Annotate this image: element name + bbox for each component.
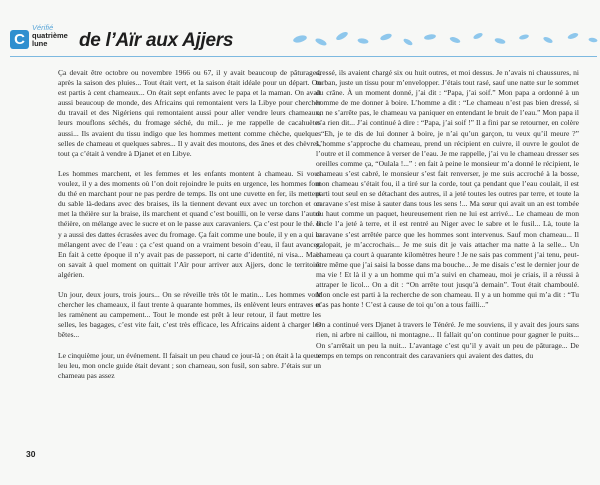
chapter-meta (32, 24, 68, 48)
level-line-1: quatrième (32, 31, 68, 40)
paragraph-3: Un jour, deux jours, trois jours... On se réveille très tôt le matin... Les hommes vont chercher les chameaux, il faut trente à quarante hommes, ils enlèvent leurs entraves et les ramènent au campement... Tout le monde est prêt à leur retour, il faut mettre les selles, les bagages, c’est vite fait, c’est très efficace, les Africains aident à charger les bêtes... (58, 290, 321, 340)
page-number: 30 (26, 449, 36, 459)
leaf-decoration (290, 28, 600, 48)
paragraph-1: Ça devait être octobre ou novembre 1966 ou 67, il y avait beaucoup de pâturages, après la saison des pluies... Tout était vert, et la saison était idéale pour un départ. On est partis à cent chameaux... On était sept enfants avec le papa et la maman. On avait aussi beaucoup de monde, des Africains qui remontaient vers la Libye pour chercher du travail et des Nigériens qui remontaient aussi pour aller vendre leurs chameaux, leurs mouflons séchés, du fromage séché, du mil... je me rappelle de cacahuètes aussi... Ils avaient du tissu indigo que les hommes mettent comme chèche, quelques selles de chameau et quelques sabres... Il y avait des moutons, des ânes et des chèvres, tout ça c’était à vendre à Djanet et en Libye. (58, 68, 321, 158)
paragraph-4: Le cinquième jour, un événement. Il faisait un peu chaud ce jour-là ; on était à la queue leu leu, mon oncle guide était devant ; son chameau, son fusil, son sabre. J’étais sur un chameau pas assez (58, 350, 321, 380)
page-header (0, 0, 600, 62)
header-rule (10, 56, 597, 57)
chapter-badge: C (10, 30, 29, 49)
text-column-right (316, 68, 579, 361)
paragraph-5: dressé, ils avaient chargé six ou huit outres, et moi dessus. Je n’avais ni chaussures, ni turban, juste un tissu pour m’envelopper. J’étais tout rasé, sauf une natte sur le sommet du crâne. À un moment donné, j’ai dit : “Papa, j’ai soif.” Mon papa a ordonné à un homme de me donner à boire. L’homme a dit : “Le chameau n’est pas bien dressé, si on ne s’arrête pas, le chameau va paniquer en entendant le bruit de l’eau.” Mon papa il n’a rien dit... J’ai continué à dire : “Papa, j’ai soif !” Il a fini par se retourner, en colère : “Eh, je te dis de lui donner à boire, je n’ai qu’un garçon, tu veux qu’il meure ?” L’homme s’approche du chameau, prend un récipient en cuivre, il ouvre le goulot de l’outre et il commence à verser de l’eau. Je me rappelle, j’ai vu le chameau dresser ses oreilles comme ça, “Oulala !...” : en fait à peine le monsieur m’a donné le récipient, le chameau s’est cabré, le monsieur s’est fait renverser, je me suis accroché à la bosse, mon chameau s’était fou, il a tiré sur la corde, tout ça pendant que l’eau coulait, il est parti tout seul en se détachant des autres, il a jeté toutes les outres par terre, et toute la caravane s’est mise à sauter dans tous les sens !... Ma sœur qui avait un an est tombée du haut comme un paquet, heureusement rien ne lui est arrivé... Le chameau de mon oncle l’a jeté à terre, et il est rentré au Niger avec le sabre et le fusil... Là, toute la caravane s’est arrêtée parce que les hommes sont intervenus. Sauf mon chameau... Il galopait, je m’accrochais... Je me suis dit je vais attacher ma natte à la selle... Un chameau ça court à quarante kilomètres heure ! Je ne sais pas comment j’ai tenu, peut-être même que j’ai saisi la bosse dans ma bouche... Je me disais c’est le dernier jour de ma vie ! Et là il y a un homme qui m’a suivi en chameau, moi je criais, il a réussi à attraper le licol... On a dit : “On arrête tout jusqu’à demain”. Tout était chamboulé. Mon oncle est parti à la recherche de son chameau. Il y a un homme qui m’a dit : “Tu n’as pas honte ! C’est à cause de toi qu’on a tous failli...” (316, 68, 579, 310)
text-column-left (58, 68, 321, 381)
page-title: de l’Aïr aux Ajjers (79, 30, 234, 51)
paragraph-6: On a continué vers Djanet à travers le Ténéré. Je me souviens, il y avait des jours sans rien, ni arbre ni caillou, ni montagne... Il fallait qu’on continue pour gagner le puits... On s’arrêtait un peu la nuit... L’avantage c’est qu’il y avait un peu de pâturage... De temps en temps on rencontrait des caravaniers qui avaient des dattes, du (316, 320, 579, 360)
section-label: Vérifié (32, 23, 54, 32)
level-line-2: lune (32, 39, 48, 48)
paragraph-2: Les hommes marchent, et les femmes et les enfants montent à chameau. Si vous voulez, il y a des moments où l’on doit rejoindre le puits en urgence, les hommes font du thé en marchant pour ne pas perdre de temps. Ils ont une cuvette en fer, ils mettent du sable là-dedans avec des braises, ils la tiennent devant eux avec un torchon et on met la théière sur la braise, ils marchent et quand c’est bouilli, on le verse dans l’autre théière, on mélange avec le sucre et on le passe aux caravaniers. Ça c’est pour le thé. Il y a aussi des dattes écrasées avec du fromage. Ça fait comme une boule, il y en a qui le mélangent avec de l’eau : ça c’est quand on a vraiment besoin d’eau, il faut avancer. En fait à cette époque il n’y avait pas de passeport, ni carte d’identité, ni visa... Mais on savait à quel moment on quittait l’Aïr pour arriver aux Ajjers, donc le territoire algérien. (58, 168, 321, 279)
